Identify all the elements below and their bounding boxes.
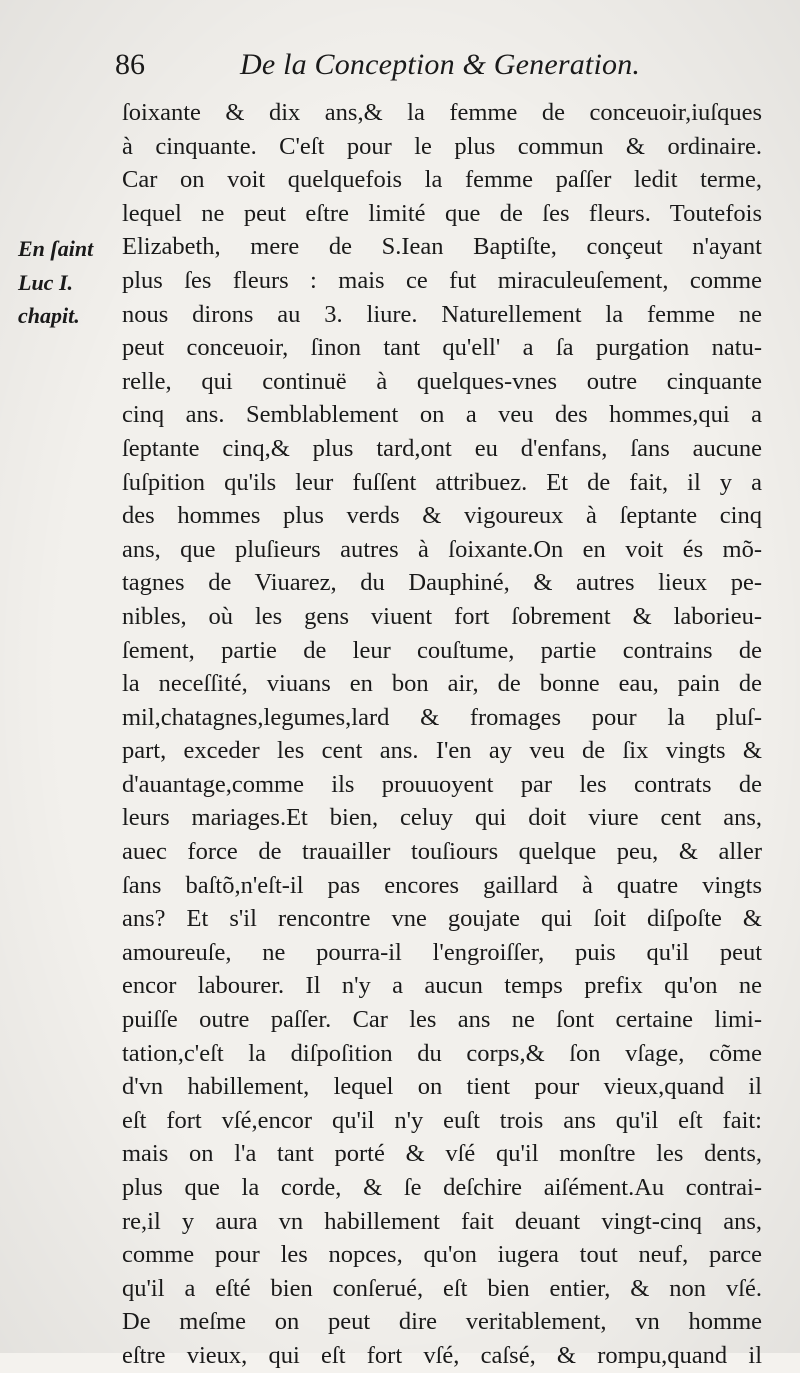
text-line: encor labourer. Il n'y a aucun temps prefix qu'on ne: [122, 972, 762, 1000]
text-line: ſuſpition qu'ils leur fuſſent attribuez. Et de fait, il y a: [122, 468, 762, 496]
text-line: mais on l'a tant porté & vſé qu'il monſtre les dents,: [122, 1140, 762, 1168]
margin-note: [18, 232, 113, 333]
text-line: re,il y aura vn habillement fait deuant vingt-cinq ans,: [122, 1207, 762, 1235]
text-line: ſoixante & dix ans,& la femme de conceuoir,iuſques: [122, 99, 762, 126]
text-line: cinq ans. Semblablement on a veu des hommes,qui a: [122, 401, 762, 429]
text-line: De meſme on peut dire veritablement, vn homme: [122, 1308, 762, 1336]
page-number: 86: [115, 48, 145, 81]
text-line: qu'il a eſté bien conſerué, eſt bien entier, & non vſé.: [122, 1274, 762, 1302]
running-title: De la Conception & Generation.: [240, 48, 641, 81]
text-line: plus que la corde, & ſe deſchire aiſément.Au contrai-: [122, 1174, 762, 1201]
text-line: puiſſe outre paſſer. Car les ans ne ſont certaine limi-: [122, 1006, 762, 1034]
text-line: d'auantage,comme ils prouuoyent par les contrats de: [122, 770, 762, 798]
text-line: tagnes de Viuarez, du Dauphiné, & autres lieux pe-: [122, 569, 762, 597]
text-line: mil,chatagnes,legumes,lard & fromages pour la pluſ-: [122, 703, 762, 731]
page-header: [115, 48, 775, 88]
text-line: peut conceuoir, ſinon tant qu'ell' a ſa purgation natu-: [122, 334, 762, 362]
text-line: auec force de trauailler touſiours quelque peu, & aller: [122, 838, 762, 866]
text-line: ſement, partie de leur couſtume, partie contrains de: [122, 636, 762, 664]
text-line: comme pour les nopces, qu'on iugera tout neuf, parce: [122, 1241, 762, 1269]
text-line: ans, que pluſieurs autres à ſoixante.On en voit és mõ-: [122, 535, 762, 563]
text-line: amoureuſe, ne pourra-il l'engroiſſer, puis qu'il peut: [122, 938, 762, 966]
text-line: tation,c'eſt la diſpoſition du corps,& ſon vſage, cõme: [122, 1039, 762, 1067]
text-line: eſtre vieux, qui eſt fort vſé, caſsé, & rompu,quand il: [122, 1341, 762, 1369]
text-line: à cinquante. C'eſt pour le plus commun & ordinaire.: [122, 132, 762, 160]
text-line: lequel ne peut eſtre limité que de ſes fleurs. Toutefois: [122, 199, 762, 227]
body-text: [122, 96, 762, 1373]
text-line: eſt fort vſé,encor qu'il n'y euſt trois ans qu'il eſt fait:: [122, 1106, 762, 1134]
margin-note-line: Luc I.: [18, 269, 73, 295]
text-line: leurs mariages.Et bien, celuy qui doit viure cent ans,: [122, 804, 762, 832]
margin-note-line: chapit.: [18, 303, 80, 329]
text-line: la neceſſité, viuans en bon air, de bonne eau, pain de: [122, 670, 762, 698]
text-line: des hommes plus verds & vigoureux à ſeptante cinq: [122, 502, 762, 530]
text-line: nous dirons au 3. liure. Naturellement la femme ne: [122, 300, 762, 328]
text-line: d'vn habillement, lequel on tient pour vieux,quand il: [122, 1073, 762, 1101]
text-line: relle, qui continuë à quelques-vnes outre cinquante: [122, 367, 762, 395]
text-line: ſans baſtõ,n'eſt-il pas encores gaillard à quatre vingts: [122, 871, 762, 899]
text-line: ſeptante cinq,& plus tard,ont eu d'enfans, ſans aucune: [122, 434, 762, 462]
text-line: ans? Et s'il rencontre vne goujate qui ſoit diſpoſte &: [122, 905, 762, 933]
margin-note-line: En ſaint: [18, 236, 94, 261]
text-line: part, exceder les cent ans. I'en ay veu de ſix vingts &: [122, 737, 762, 765]
text-line: plus ſes fleurs : mais ce fut miraculeuſement, comme: [122, 266, 762, 294]
text-line: Elizabeth, mere de S.Iean Baptiſte, conçeut n'ayant: [122, 233, 762, 261]
text-line: Car on voit quelquefois la femme paſſer ledit terme,: [122, 166, 762, 194]
text-line: nibles, où les gens viuent fort ſobrement & laborieu-: [122, 602, 762, 630]
